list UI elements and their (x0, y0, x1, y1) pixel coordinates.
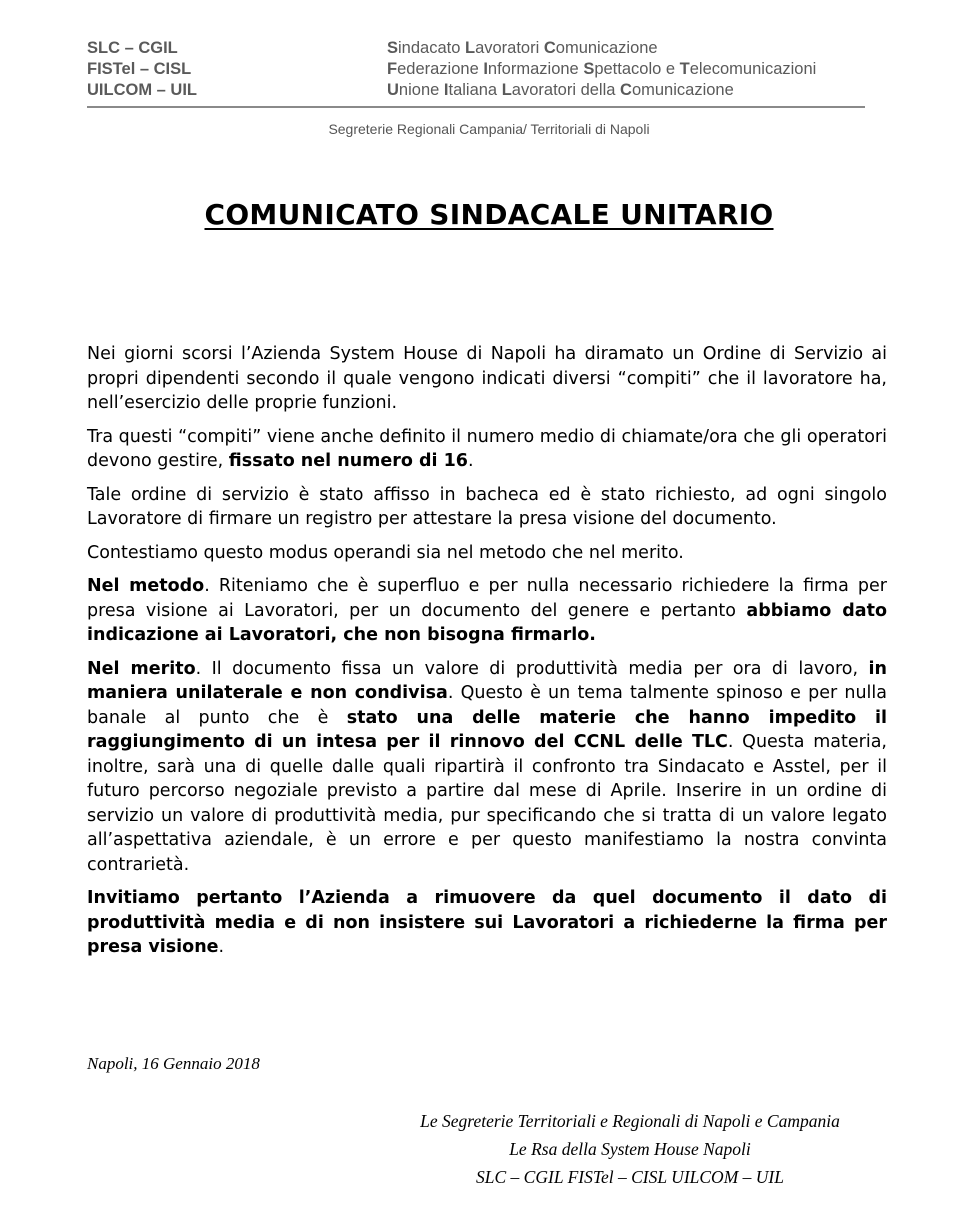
initial-letter: U (387, 81, 399, 99)
initial-letter: L (501, 81, 512, 99)
bold-text: Nel metodo (87, 576, 205, 596)
bold-text: abbiamo dato indicazione ai Lavoratori, che non bisogna firmarlo. (87, 600, 887, 645)
bold-text: fissato nel numero di 16 (228, 451, 468, 471)
body-paragraph: Tra questi “compiti” viene anche definito il numero medio di chiamate/ora che gli operatori devono gestire, fissato nel numero di 16. (87, 426, 887, 471)
body-paragraph: Nel merito. Il documento fissa un valore di produttività media per ora di lavoro, in maniera unilaterale e non condivisa. Questo è un tema talmente spinoso e per nulla banale al punto che è stato una delle materie che hanno impedito il raggiungimento di un intesa per il rinnovo del CCNL delle TLC. Questa materia, inoltre, sarà una di quelle dalle quali ripartirà il confronto tra Sindacato e Asstel, per il futuro percorso negoziale previsto a partire dal mese di Aprile. Inserire in un ordine di servizio un valore di produttività media, pur specificando che si tratta di un valore legato all’aspettativa aziendale, è un errore e per questo manifestiamo la nostra convinta contrarietà. (87, 658, 887, 875)
bold-text: in maniera unilaterale e non condivisa (87, 658, 887, 703)
union-abbreviation: SLC – CGIL (87, 39, 178, 57)
union-abbreviation: UILCOM – UIL (87, 81, 197, 99)
letterhead-row (87, 59, 865, 80)
union-full-name: Unione Italiana Lavoratori della Comunicazione (387, 81, 734, 99)
initial-letter: I (443, 81, 449, 99)
letterhead-row (87, 38, 865, 59)
initial-letter: F (387, 60, 398, 78)
bold-text: stato una delle materie che hanno impedito il raggiungimento di un intesa per il rinnovo del CCNL delle TLC (87, 707, 887, 752)
document-title (0, 198, 978, 231)
signature-block (370, 1107, 890, 1191)
body-paragraph: Invitiamo pertanto l’Azienda a rimuovere da quel documento il dato di produttività media e di non insistere sui Lavoratori a richiederne la firma per presa visione. (87, 888, 887, 957)
initial-letter: I (483, 60, 488, 78)
bold-text: Invitiamo pertanto l’Azienda a rimuovere da quel documento il dato di produttività media e di non insistere sui Lavoratori a richiederne la firma per presa visione (87, 888, 887, 957)
signature-line: Le Segreterie Territoriali e Regionali di Napoli e Campania (420, 1111, 840, 1131)
initial-letter: C (543, 39, 556, 57)
body-paragraph: Contestiamo questo modus operandi sia nel metodo che nel merito. (87, 542, 684, 563)
letterhead-divider (87, 106, 865, 108)
body-paragraph: Nel metodo. Riteniamo che è superfluo e per nulla necessario richiedere la firma per presa visione ai Lavoratori, per un documento del genere e pertanto abbiamo dato indicazione ai Lavoratori, che non bisogna firmarlo. (87, 576, 887, 645)
initial-letter: S (583, 60, 595, 78)
body-paragraph: Tale ordine di servizio è stato affisso in bacheca ed è stato richiesto, ad ogni singolo Lavoratore di firmare un registro per attestare la presa visione del documento. (87, 484, 887, 529)
document-date: Napoli, 16 Gennaio 2018 (87, 1054, 260, 1073)
bold-text: Nel merito (87, 658, 196, 679)
body-paragraph: Nei giorni scorsi l’Azienda System House di Napoli ha diramato un Ordine di Servizio ai propri dipendenti secondo il quale vengono indicati diversi “compiti” che il lavoratore ha, nell’esercizio delle proprie funzioni. (87, 344, 887, 413)
letterhead-subheading: Segreterie Regionali Campania/ Territoriali di Napoli (328, 121, 650, 137)
union-abbreviation: FISTel – CISL (87, 60, 192, 78)
initial-letter: C (620, 81, 632, 99)
initial-letter: T (679, 60, 690, 78)
signature-line: Le Rsa della System House Napoli (509, 1139, 751, 1159)
initial-letter: S (387, 39, 399, 57)
document-title-text: COMUNICATO SINDACALE UNITARIO (204, 198, 774, 231)
union-full-name: Sindacato Lavoratori Comunicazione (387, 39, 658, 57)
letterhead-row (87, 80, 865, 101)
initial-letter: L (464, 39, 476, 57)
letterhead (87, 38, 865, 101)
union-full-name: Federazione Informazione Spettacolo e Telecomunicazioni (387, 60, 817, 78)
signature-line: SLC – CGIL FISTel – CISL UILCOM – UIL (476, 1167, 784, 1187)
document-body (87, 342, 887, 969)
